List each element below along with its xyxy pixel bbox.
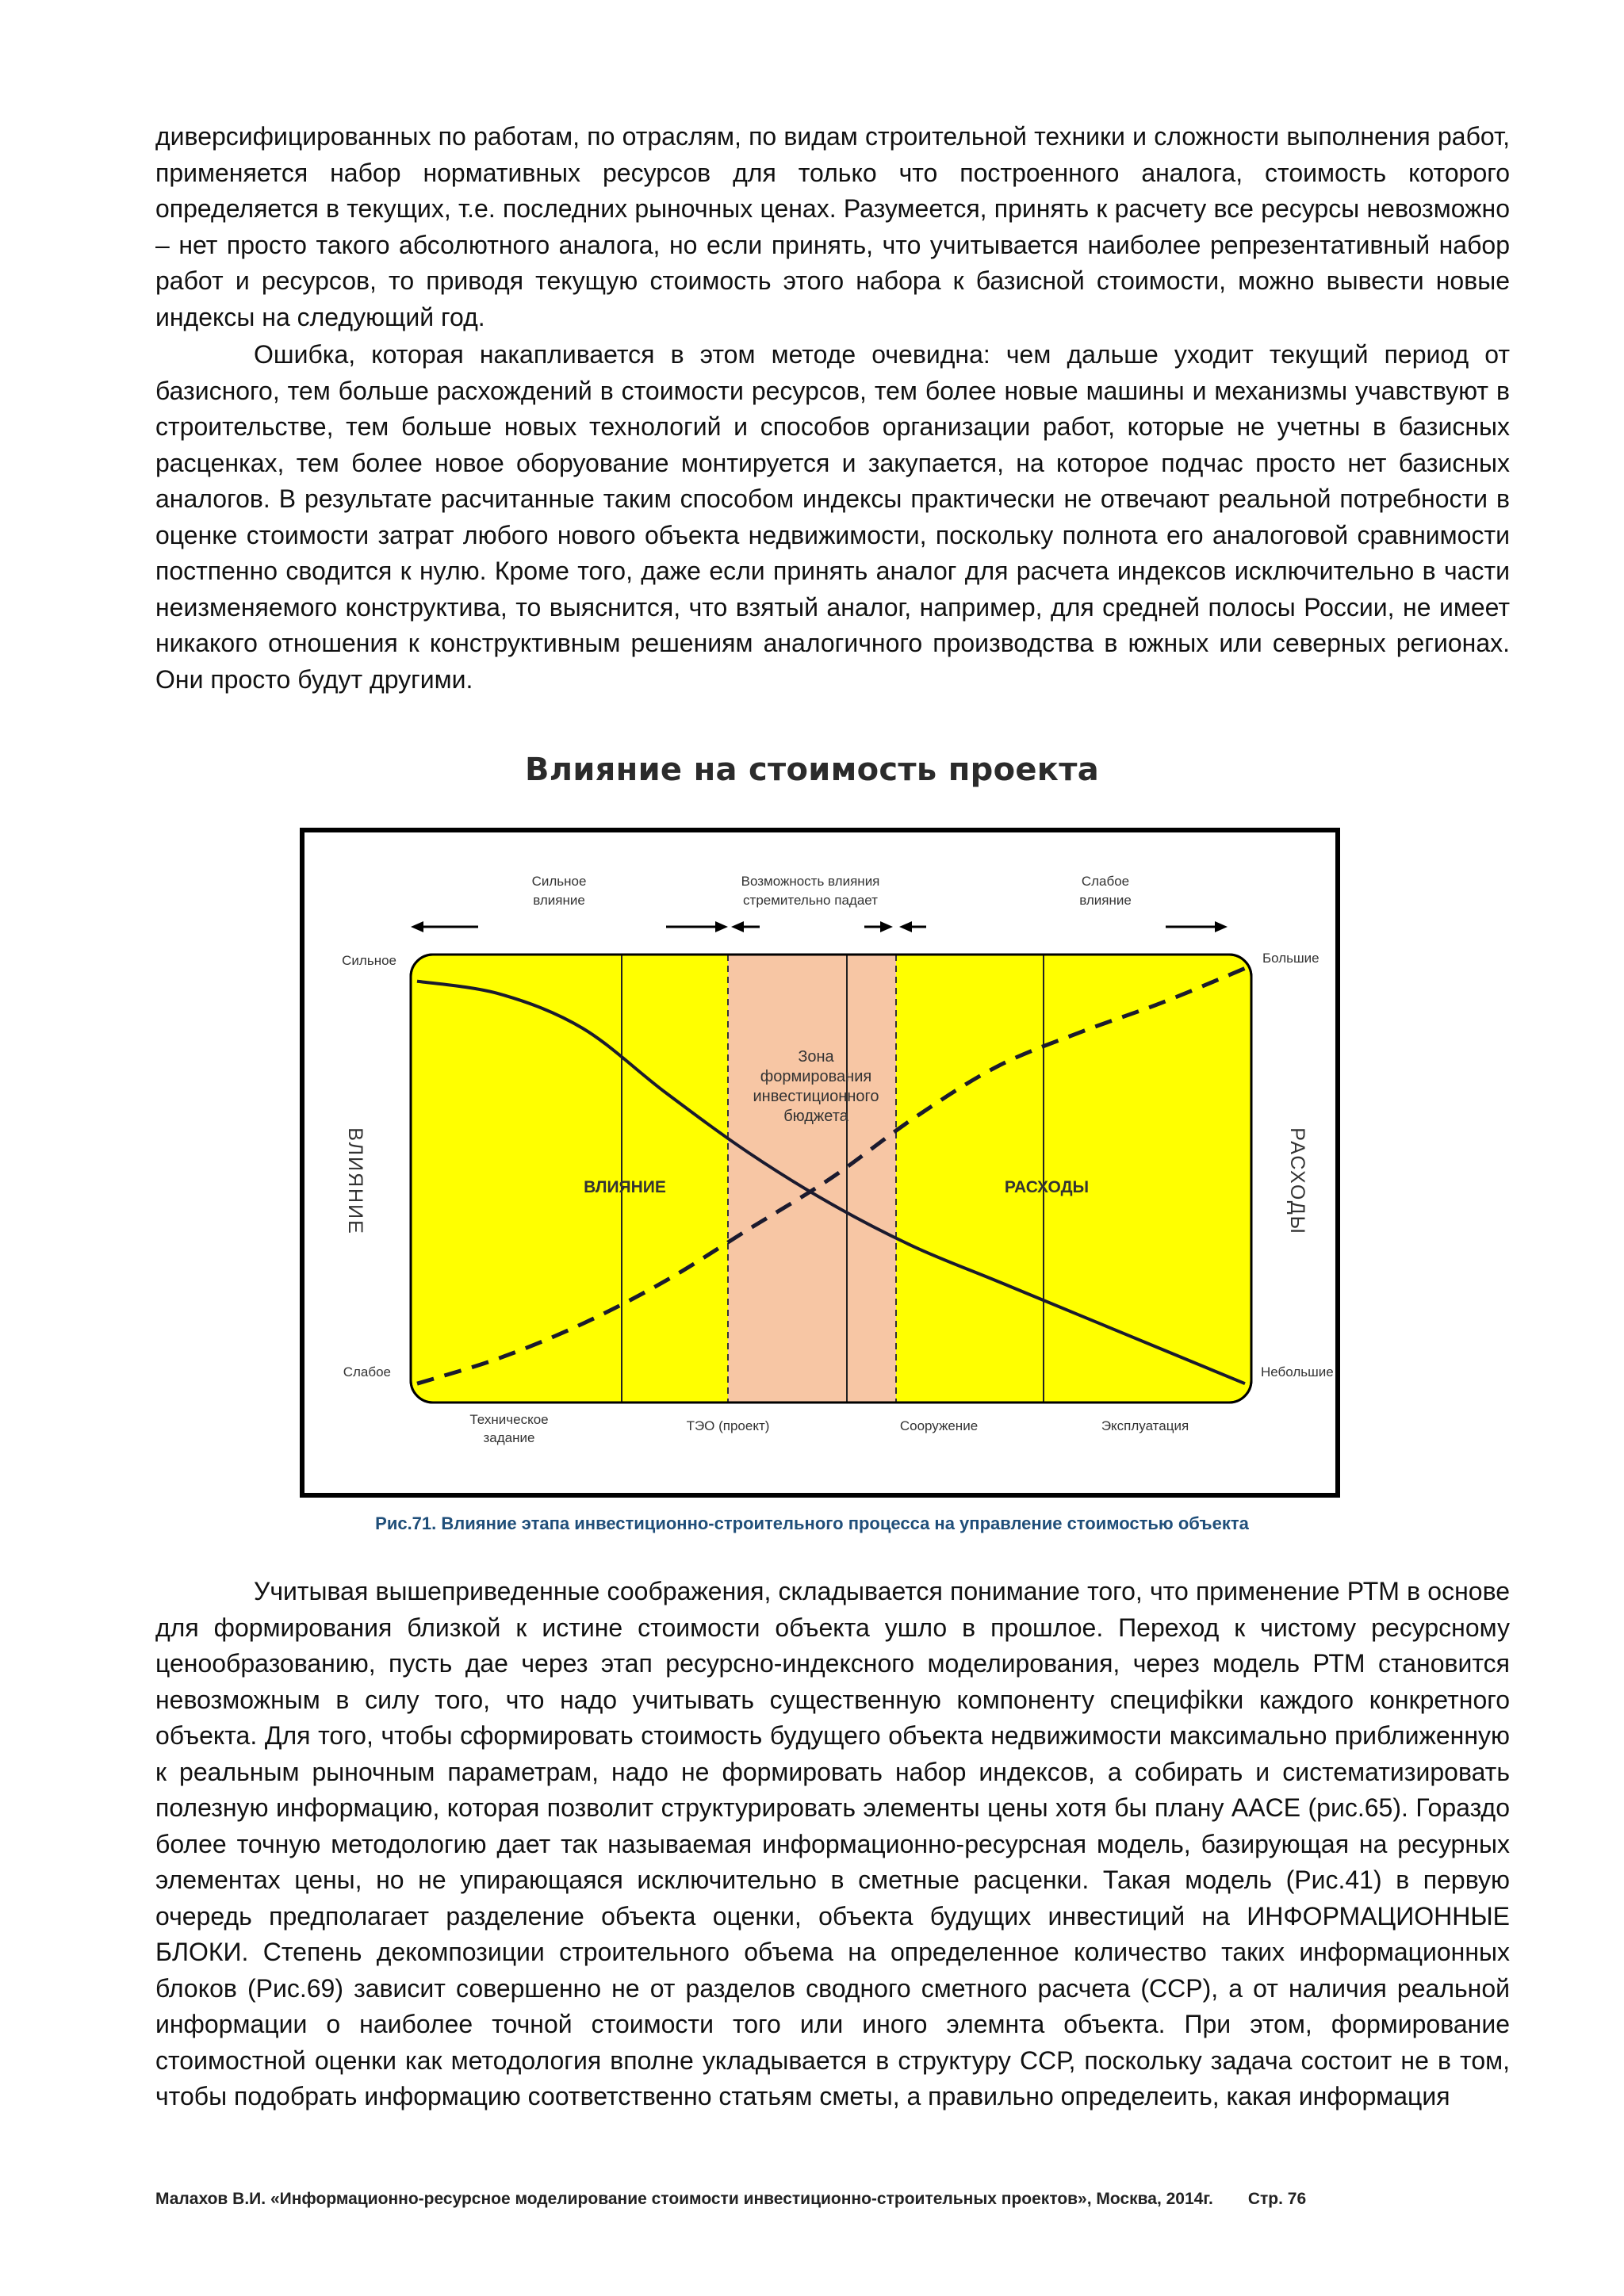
annotation-strong-1: Сильное <box>531 874 587 889</box>
x-label-spec-1: Техническое <box>469 1412 549 1427</box>
x-label-spec-2: задание <box>483 1430 535 1445</box>
chart-frame <box>300 828 1340 1498</box>
paragraph-2: Ошибка, которая накапливается в этом методе очевидна: чем дальше уходит текущий период от базисного, тем больше расхождений в стоимости ресурсов, тем более новые машины и механизмы учавствуют в строительстве, тем больше новых технологий и способов организации работ, которые не учетны в базисных расценках, тем более новое оборуование монтируется и закупается, на которое подчас просто нет базисных аналогов. В результате расчитанные таким способом индексы практически не отвечают реальной потребности в оценке стоимости затрат любого нового объекта недвижимости, поскольку полнота его аналоговой сравнимости постпенно сводится к нулю. Кроме того, даже если принять аналог для расчета индексов исключительно в части неизменяемого конструктива, то выяснится, что взятый аналог, например, для средней полосы России, не имеет никакого отношения к конструктивным решениям аналогичного производства в южных или северных регионах. Они просто будут другими. <box>155 340 1510 694</box>
left-axis-title: ВЛИЯНИЕ <box>344 1127 366 1235</box>
zone-label-4: бюджета <box>783 1108 848 1125</box>
budget-zone <box>728 955 896 1402</box>
x-label-operation: Эксплуатация <box>1101 1418 1189 1433</box>
left-axis-top-label: Сильное <box>342 953 396 968</box>
chart <box>300 828 1340 1498</box>
zone-label-3: инвестиционного <box>753 1088 879 1105</box>
region-label-influence: ВЛИЯНИЕ <box>584 1178 666 1196</box>
paragraph-1: диверсифицированных по работам, по отраслям, по видам строительной техники и сложности выполнения работ, применяется набор нормативных ресурсов для только что построенного аналога, стоимость которого определяется в текущих, т.е. последних рыночных ценах. Разумеется, принять к расчету все ресурсы невозможно – нет просто такого абсолютного аналога, но если принять, что учитывается наиболее репрезентативный набор работ и ресурсов, то приводя текущую стоимость этого набора к базисной стоимости, можно вывести новые индексы на следующий год. <box>155 122 1510 331</box>
region-label-cost: РАСХОДЫ <box>1004 1178 1090 1196</box>
annotation-drop-2: стремительно падает <box>743 893 878 908</box>
page-footer <box>155 2190 1510 2209</box>
figure-caption: Рис.71. Влияние этапа инвестиционно-строительного процесса на управление стоимостью объекта <box>375 1513 1249 1533</box>
annotation-strong-2: влияние <box>533 893 585 908</box>
page-number: Стр. 76 <box>1247 2190 1307 2208</box>
annotation-weak-1: Слабое <box>1081 874 1130 889</box>
zone-label-1: Зона <box>798 1048 834 1066</box>
footer-citation: Малахов В.И. «Информационно-ресурсное моделирование стоимости инвестиционно-строительных проектов», Москва, 2014г. <box>155 2190 1213 2208</box>
annotation-drop-1: Возможность влияния <box>741 874 880 889</box>
right-axis-title: РАСХОДЫ <box>1286 1127 1308 1235</box>
zone-label-2: формирования <box>760 1068 872 1085</box>
right-axis-bottom-label: Небольшие <box>1261 1364 1334 1380</box>
paragraph-3: Учитывая вышеприведенные соображения, складывается понимание того, что применение РТМ в основе для формирования близкой к истине стоимости объекта ушло в прошлое. Переход к чистому ресурсному ценообразованию, пусть дае через этап ресурсно-индексного моделирования, через модель РТМ становится невозможным в силу того, что надо учитывать существенную компоненту специфikки каждого конкретного объекта. Для того, чтобы сформировать стоимость будущего объекта недвижимости максимально приближенную к реальным рыночным параметрам, надо не формировать набор индексов, а собирать и систематизировать полезную информацию, которая позволит структурировать элементы цены хотя бы плану AACE (рис.65). Гораздо более точную методологию дает так называемая информационно-ресурсная модель, базирующая на ресурных элементах цены, но не упирающаяся исключительно в сметные расценки. Такая модель (Рис.41) в первую очередь предполагает разделение объекта оценки, объекта будущих инвестиций на ИНФОРМАЦИОННЫЕ БЛОКИ. Степень декомпозиции строительного объема на определенное количество таких информационных блоков (Рис.69) зависит совершенно не от разделов сводного сметного расчета (ССР), а от наличия реальной информации о наиболее точной стоимости того или иного элемнта объекта. При этом, формирование стоимостной оценки как методология вполне укладывается в структуру ССР, поскольку задача состоит не в том, чтобы подобрать информацию соответственно статьям сметы, а правильно определеить, какая информация <box>155 1577 1510 2110</box>
left-axis-bottom-label: Слабое <box>343 1364 391 1380</box>
x-label-construction: Сооружение <box>899 1418 979 1433</box>
annotation-weak-2: влияние <box>1079 893 1132 908</box>
figure-title: Влияние на стоимость проекта <box>524 752 1100 788</box>
right-axis-top-label: Большие <box>1262 951 1320 966</box>
x-label-teo: ТЭО (проект) <box>686 1418 770 1433</box>
